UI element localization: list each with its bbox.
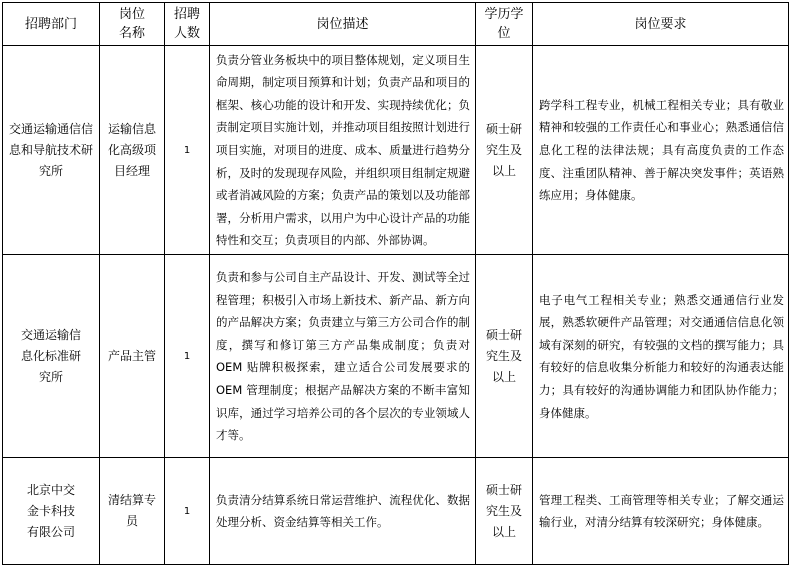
department-cell: 交通运输信息化标准研究所: [3, 255, 100, 458]
department-cell: 交通运输通信信息和导航技术研究所: [3, 46, 100, 255]
department-cell: 北京中交金卡科技有限公司: [3, 458, 100, 565]
headcount-cell: 1: [165, 46, 210, 255]
position-cell: 产品主管: [100, 255, 165, 458]
requirements-cell: 跨学科工程专业，机械工程相关专业；具有敬业精神和较强的工作责任心和事业心；熟悉通信信息化工程的法律法规；具有高度负责的工作态度、注重团队精神、善于解决突发事件；英语熟练应用；身体健康。: [533, 46, 789, 255]
headcount-cell: 1: [165, 255, 210, 458]
description-cell: 负责清分结算系统日常运营维护、流程优化、数据处理分析、资金结算等相关工作。: [210, 458, 476, 565]
table-row: [3, 458, 789, 565]
position-cell: 清结算专员: [100, 458, 165, 565]
table-row: [3, 46, 789, 255]
headcount-cell: 1: [165, 458, 210, 565]
position-cell: 运输信息化高级项目经理: [100, 46, 165, 255]
description-cell: 负责分管业务板块中的项目整体规划，定义项目生命周期，制定项目预算和计划；负责产品和项目的框架、核心功能的设计和开发、实现持续优化；负责制定项目实施计划，并推动项目组按照计划进行项目实施，对项目的进度、成本、质量进行趋势分析，及时的发现现存风险，并组织项目组制定规避或者消减风险的方案；负责产品的策划以及功能部署，分析用户需求，以用户为中心设计产品的功能特性和交互；负责项目的内部、外部协调。: [210, 46, 476, 255]
header-description: 岗位描述: [210, 3, 476, 46]
header-requirements: 岗位要求: [533, 3, 789, 46]
header-degree: 学历学位: [476, 3, 533, 46]
requirements-cell: 电子电气工程相关专业；熟悉交通通信行业发展，熟悉软硬件产品管理；对交通通信信息化领域有深刻的研究，有较强的文档的撰写能力；具有较好的信息收集分析能力和较好的沟通表达能力；具有较好的沟通协调能力和团队协作能力；身体健康。: [533, 255, 789, 458]
description-cell: 负责和参与公司自主产品设计、开发、测试等全过程管理；积极引入市场上新技术、新产品、新方向的产品解决方案；负责建立与第三方公司合作的制度，撰写和修订第三方产品集成制度；负责对 OEM 贴牌积极探索，建立适合公司发展要求的 OEM 管理制度；根据产品解决方案的不断丰富知识库，通过学习培养公司的各个层次的专业领域人才等。: [210, 255, 476, 458]
table-row: [3, 255, 789, 458]
degree-cell: 硕士研究生及以上: [476, 255, 533, 458]
degree-cell: 硕士研究生及以上: [476, 458, 533, 565]
header-row: [3, 3, 789, 46]
job-posting-table: [2, 2, 789, 565]
header-department: 招聘部门: [3, 3, 100, 46]
header-position-name: 岗位名称: [100, 3, 165, 46]
header-headcount: 招聘人数: [165, 3, 210, 46]
requirements-cell: 管理工程类、工商管理等相关专业；了解交通运输行业，对清分结算有较深研究；身体健康。: [533, 458, 789, 565]
degree-cell: 硕士研究生及以上: [476, 46, 533, 255]
